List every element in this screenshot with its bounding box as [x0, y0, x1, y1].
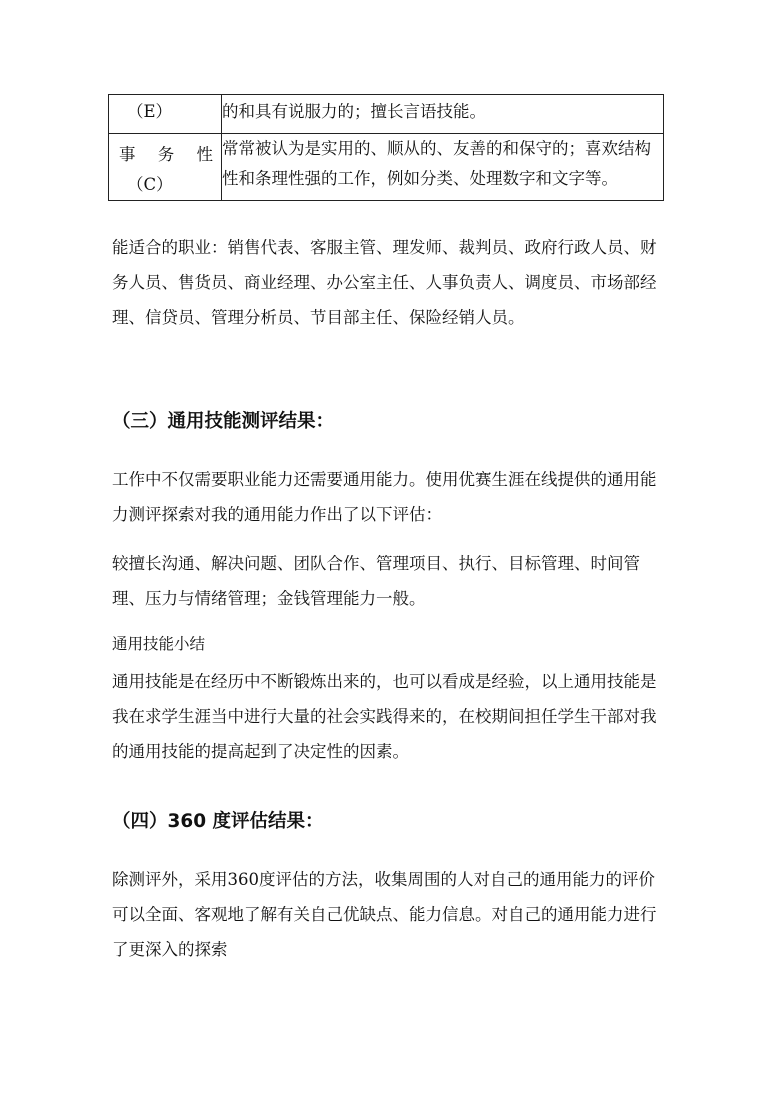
personality-type-table	[108, 94, 664, 201]
type-cell	[109, 95, 222, 134]
table-row	[109, 134, 664, 201]
type-code: （E）	[127, 102, 173, 121]
section4-paragraph: 除测评外，采用360度评估的方法，收集周围的人对自己的通用能力的评价可以全面、客观地了解有关自己优缺点、能力信息。对自己的通用能力进行了更深入的探索	[112, 870, 657, 959]
summary-title: 通用技能小结	[112, 635, 206, 653]
section-heading: （三）通用技能测评结果：	[112, 411, 335, 432]
summary-paragraph: 通用技能是在经历中不断锻炼出来的，也可以看成是经验，以上通用技能是我在求学生涯当中进行大量的社会实践得来的，在校期间担任学生干部对我的通用技能的提高起到了决定性的因素。	[112, 672, 657, 761]
type-name-char: 务	[157, 145, 175, 164]
table-row	[109, 95, 664, 134]
type-description: 的和具有说服力的；擅长言语技能。	[222, 95, 664, 134]
section-intro: 工作中不仅需要职业能力还需要通用能力。使用优赛生涯在线提供的通用能力测评探索对我的通用能力作出了以下评估：	[112, 470, 657, 524]
section-heading: （四）360 度评估结果：	[112, 811, 324, 832]
type-description: 常常被认为是实用的、顺从的、友善的和保守的；喜欢结构性和条理性强的工作，例如分类、处理数字和文字等。	[222, 134, 664, 201]
type-name-char: 事	[119, 145, 136, 164]
careers-paragraph: 能适合的职业：销售代表、客服主管、理发师、裁判员、政府行政人员、财务人员、售货员、商业经理、办公室主任、人事负责人、调度员、市场部经理、信贷员、管理分析员、节目部主任、保险经销人员。	[112, 238, 657, 327]
assessment-paragraph: 较擅长沟通、解决问题、团队合作、管理项目、执行、目标管理、时间管理、压力与情绪管理；金钱管理能力一般。	[112, 554, 640, 608]
type-name	[109, 134, 221, 170]
type-code: （C）	[127, 175, 173, 194]
type-name-char: 性	[196, 145, 213, 164]
type-cell	[109, 134, 222, 201]
